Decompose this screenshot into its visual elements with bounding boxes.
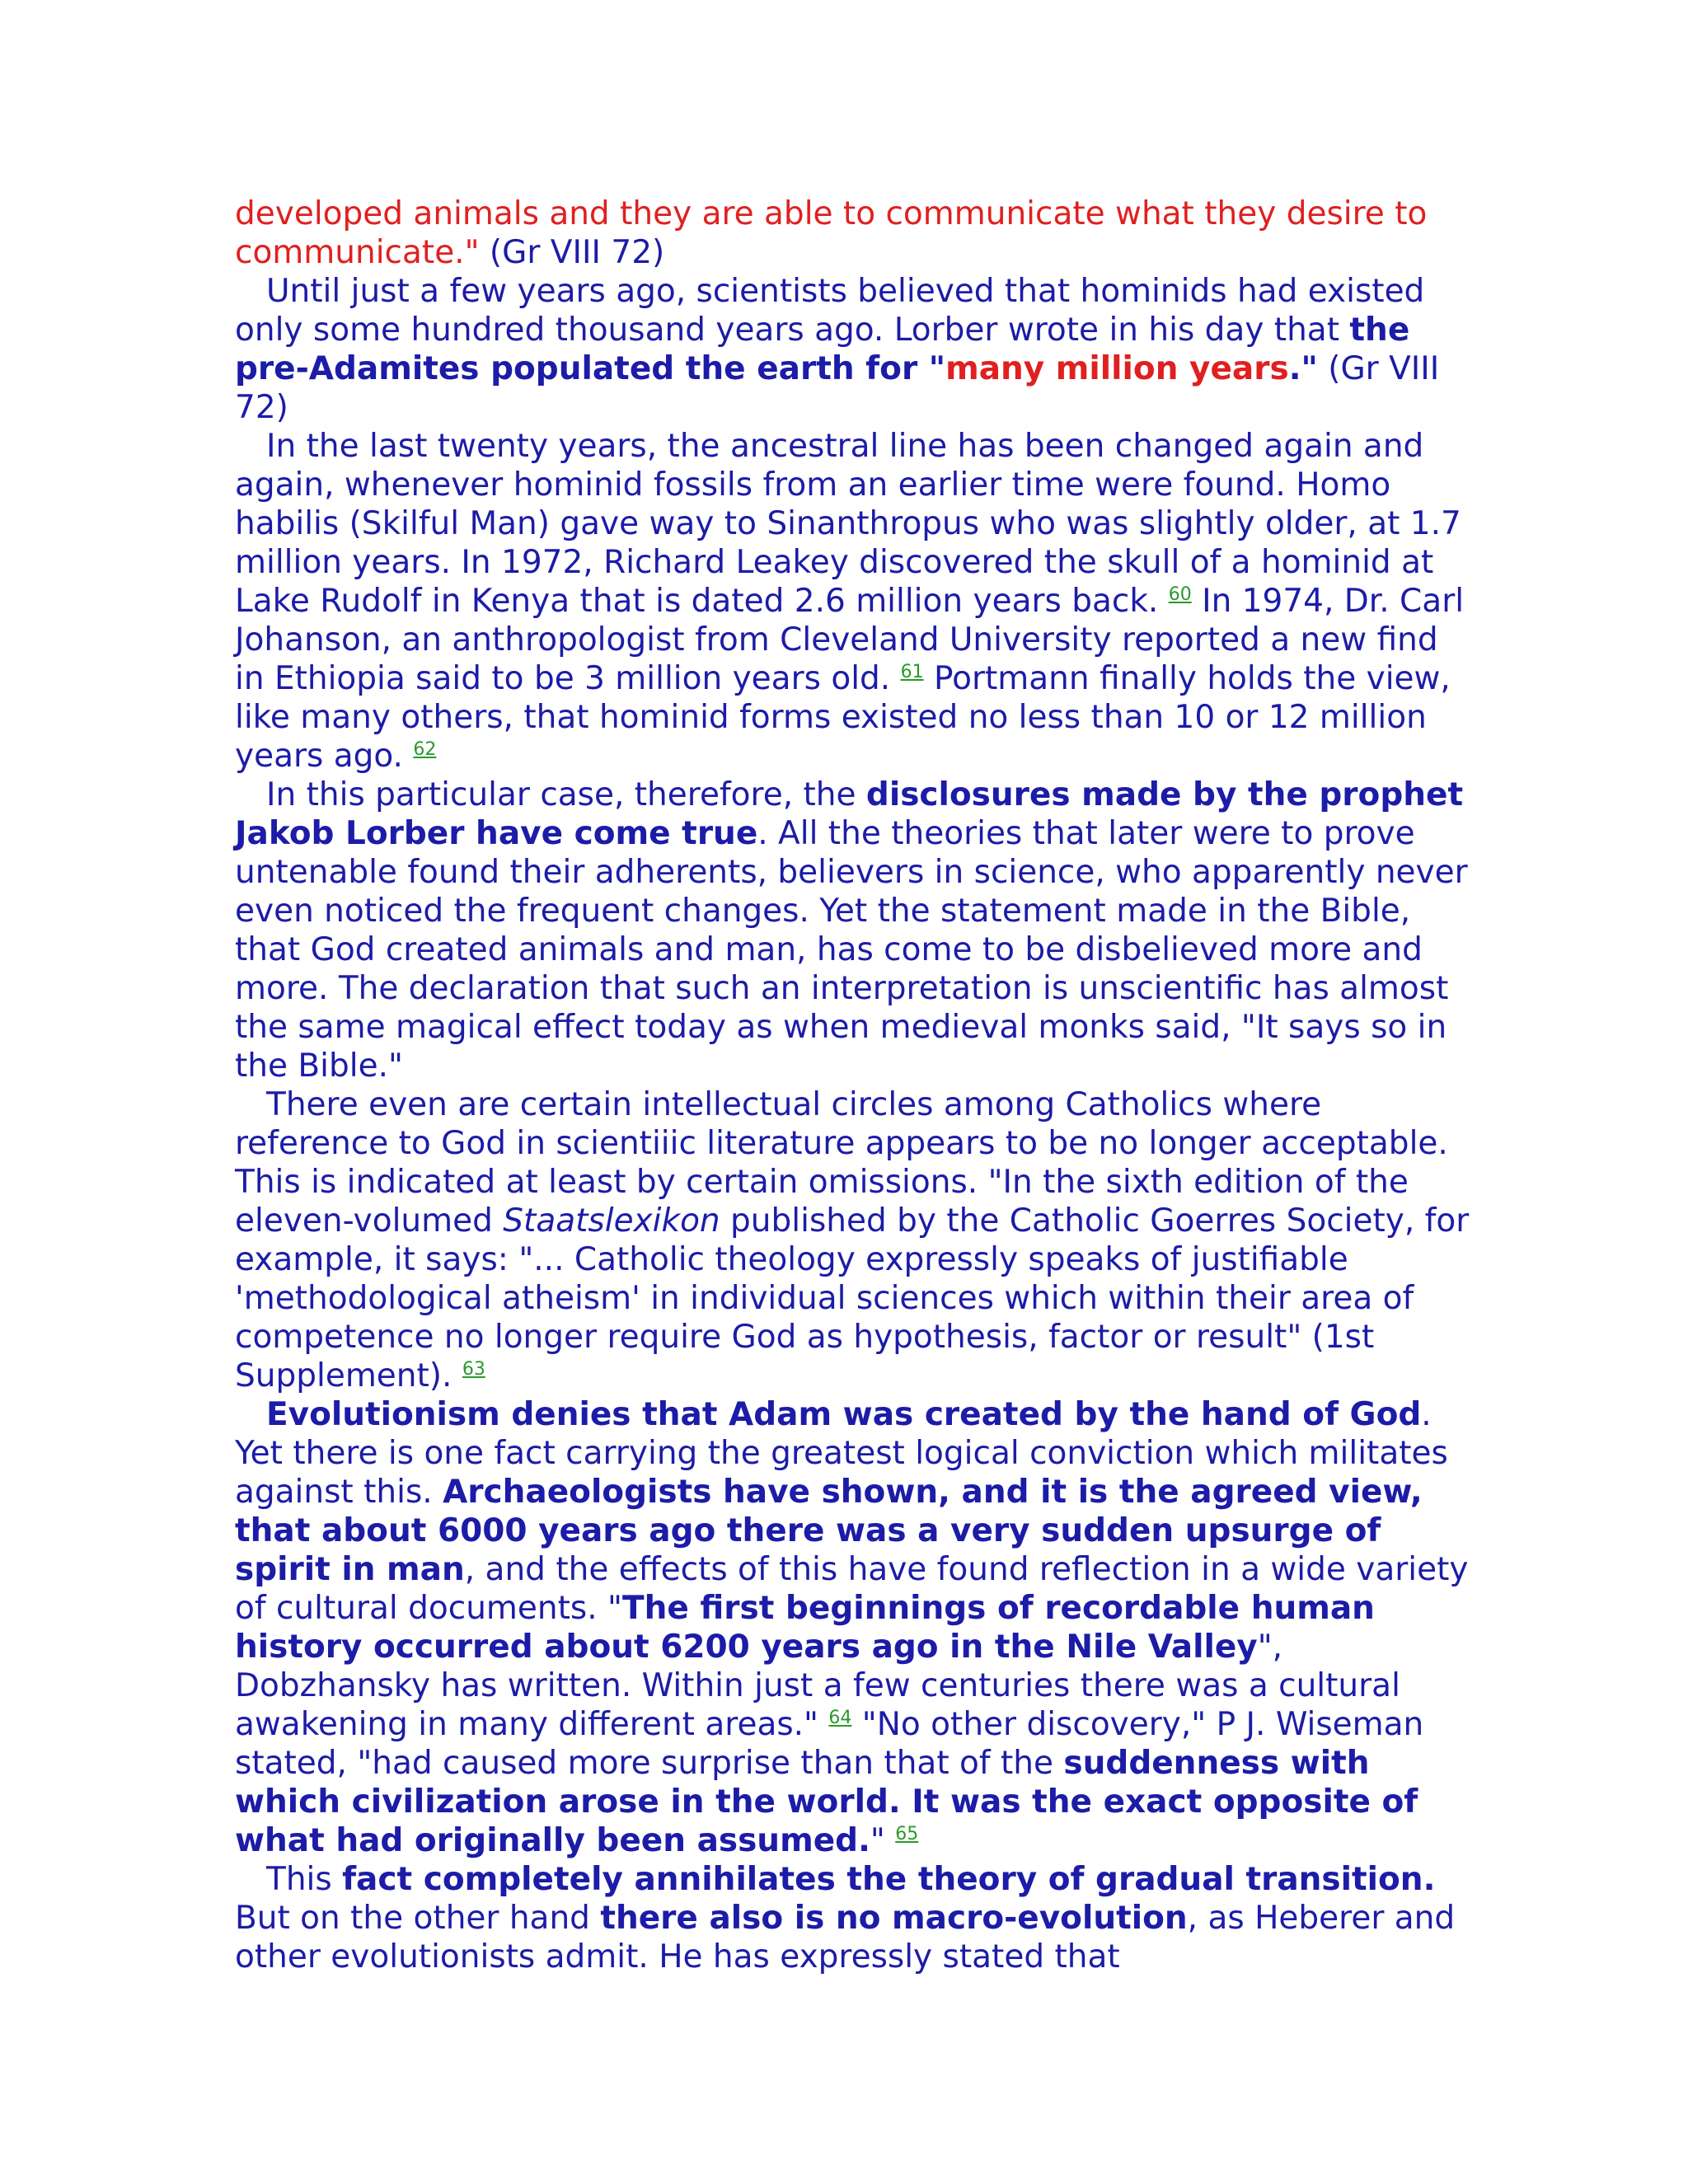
citation: (Gr VIII 72) [479,234,665,271]
text-run: ", Dobzhansky has written. Within just a few centuries there was a cultural awakening in many different areas." [235,1629,1400,1743]
text-run: , and the effects of this have found reflection in a wide variety of cultural documents. " [235,1551,1469,1627]
text-run: There even are certain intellectual circles among Catholics where reference to God in scientiiic literature appears to be no longer acceptable. This is indicated at least by certain omissions. "In the sixth edition of the eleven-volumed [235,1086,1448,1240]
bold-text: Evolutionism denies that Adam was created by the hand of God [266,1396,1422,1433]
paragraph-disclosures [235,776,1471,1085]
text-run: But on the other hand [235,1900,601,1937]
bold-text: The first beginnings of recordable human history occurred about 6200 years ago in the Nile Valley [235,1590,1375,1666]
bold-text: there also is no macro-evolution [600,1900,1188,1937]
paragraph-ancestral-line [235,427,1471,776]
footnote-link-62[interactable]: 62 [413,739,437,760]
footnote-link-63[interactable]: 63 [462,1359,485,1380]
text-run: . All the theories that later were to prove untenable found their adherents, believers in science, who apparently never even noticed the frequent changes. Yet the statement made in the Bible, that God created animals and man, has come to be disbelieved more and more. The declaration that such an interpretation is unscientific has almost the same magical effect today as when medieval monks said, "It says so in the Bible." [235,815,1468,1085]
italic-title: Staatslexikon [503,1202,720,1240]
bold-text: disclosures made by the prophet Jakob Lorber have come true [235,776,1464,852]
paragraph-pre-adamites [235,272,1471,427]
text-run: This [266,1861,343,1898]
footnote-link-64[interactable]: 64 [828,1708,852,1728]
footnote-link-60[interactable]: 60 [1168,584,1192,605]
paragraph-gradual-transition [235,1860,1471,1976]
text-run: " [870,1822,896,1859]
text-run: Portmann finally holds the view, like many others, that hominid forms existed no less than 10 or 12 million years ago. [235,660,1451,775]
text-run: Until just a few years ago, scientists believed that hominids had existed only some hundred thousand years ago. Lorber wrote in his day that [235,273,1425,349]
text-run: In 1974, Dr. Carl Johanson, an anthropologist from Cleveland University reported a new find in Ethiopia said to be 3 million years old. [235,583,1465,697]
red-bold-text: many million years [945,350,1289,387]
text-run: "No other discovery," P J. Wiseman stated, "had caused more surprise than that of the [235,1706,1424,1782]
text-run: In the last twenty years, the ancestral line has been changed again and again, whenever hominid fossils from an earlier time were found. Homo habilis (Skilful Man) gave way to Sinanthropus who was slightly older, at 1.7 million years. In 1972, Richard Leakey discovered the skull of a hominid at Lake Rudolf in Kenya that is dated 2.6 million years back. [235,428,1461,620]
bold-text: Archaeologists have shown, and it is the agreed view, that about 6000 years ago there was a very sudden upsurge of spirit in man [235,1474,1423,1588]
citation: (Gr VIII 72) [235,350,1440,426]
bold-text: fact completely annihilates the theory of gradual transition. [342,1861,1436,1898]
text-run: , as Heberer and other evolutionists admit. He has expressly stated that [235,1900,1456,1975]
footnote-link-61[interactable]: 61 [900,662,924,682]
bold-text: ." [1288,350,1318,387]
footnote-link-65[interactable]: 65 [895,1824,919,1844]
document-page [235,194,1471,1976]
text-run: published by the Catholic Goerres Society, for example, it says: "... Catholic theology expressly speaks of justifiable 'methodological atheism' in individual sciences which within their area of competence no longer require God as hypothesis, factor or result" (1st Supplement). [235,1202,1470,1394]
bold-text: the pre-Adamites populated the earth for " [235,312,1410,387]
bold-text: suddenness with which civilization arose in the world. It was the exact opposite of what had originally been assumed. [235,1745,1418,1859]
quote-text: developed animals and they are able to communicate what they desire to communicate." [235,195,1428,271]
text-run: . Yet there is one fact carrying the greatest logical conviction which militates against this. [235,1396,1448,1511]
paragraph-catholic-circles [235,1085,1471,1395]
paragraph-continuation [235,194,1471,272]
text-run: In this particular case, therefore, the [266,776,866,813]
paragraph-evolutionism [235,1395,1471,1860]
